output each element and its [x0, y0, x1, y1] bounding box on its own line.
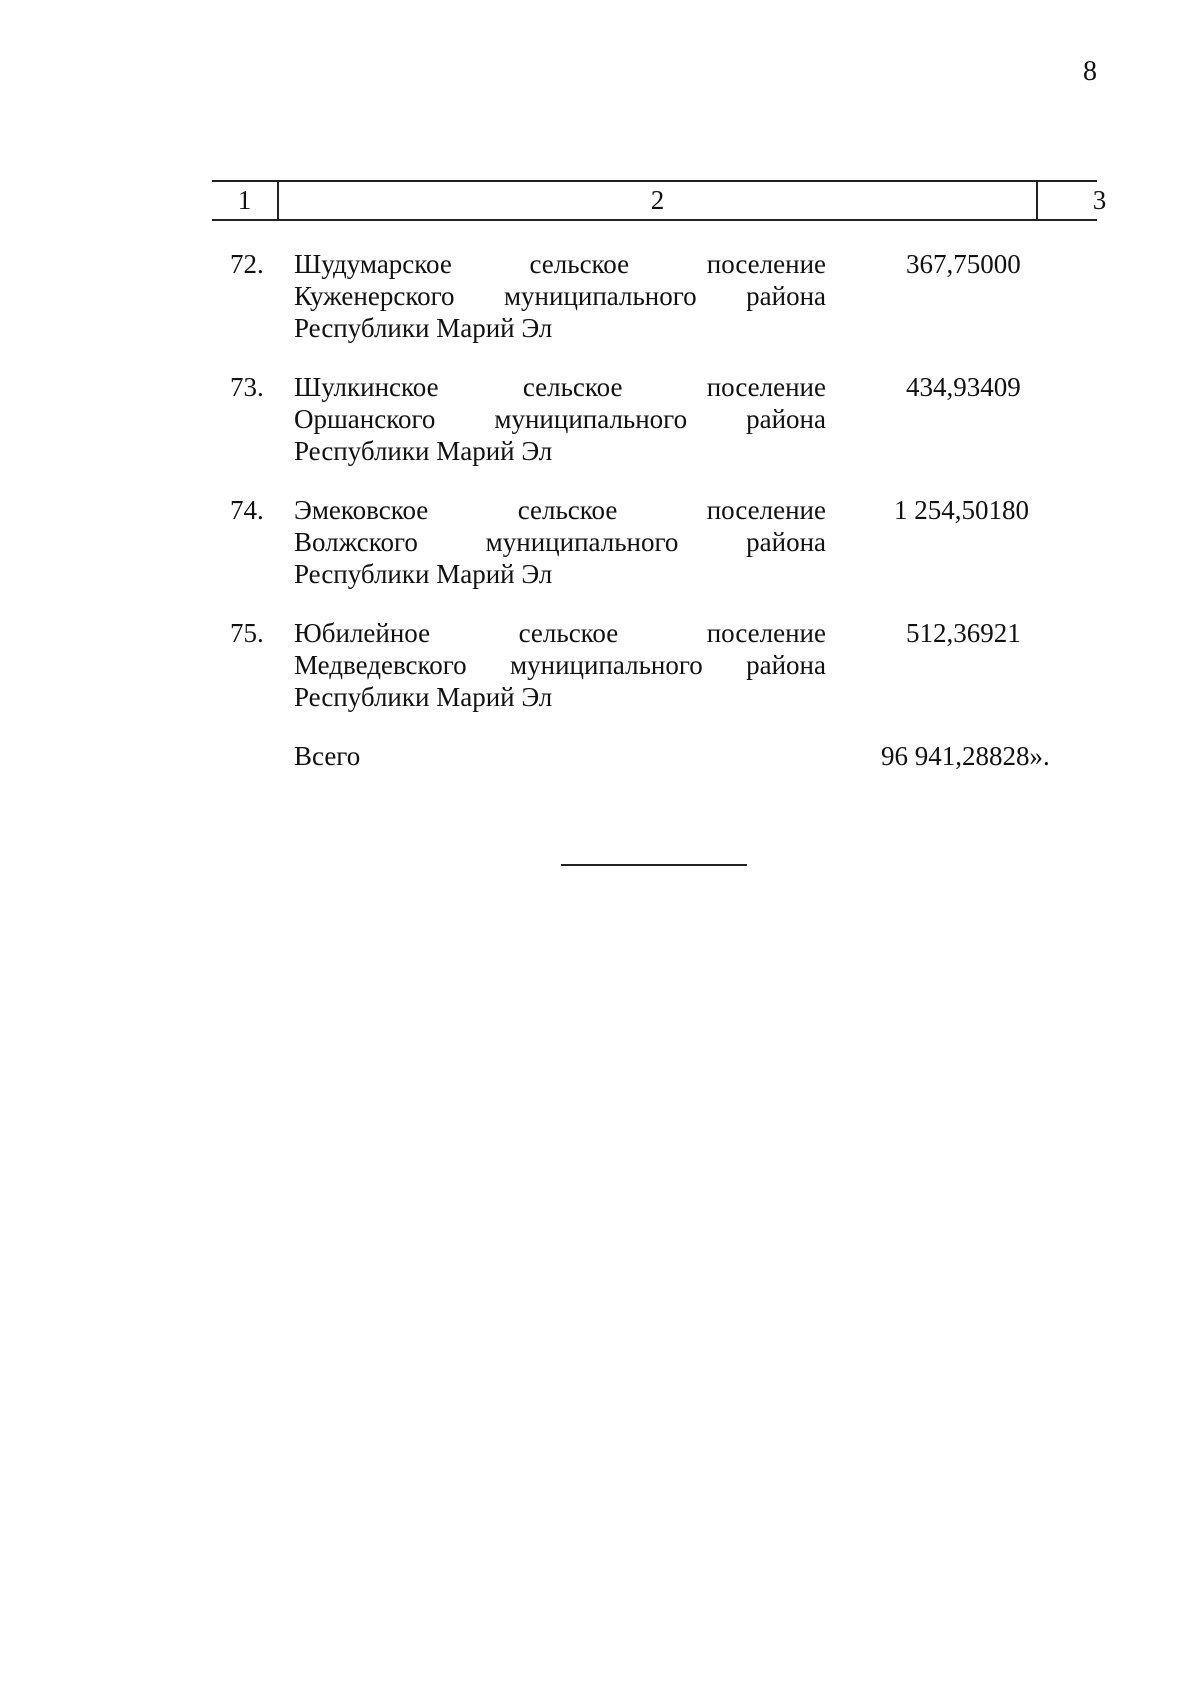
- table-row: [212, 248, 1097, 371]
- row-value: 1 254,50180: [894, 495, 1029, 525]
- description-line: Юбилейное сельское поселение: [294, 618, 826, 648]
- end-divider: [561, 864, 747, 866]
- header-cell-3: 3: [1092, 185, 1107, 215]
- row-description: [294, 617, 826, 713]
- description-line: Куженерского муниципального района: [294, 281, 826, 311]
- row-value: 434,93409: [906, 372, 1021, 402]
- row-description: [294, 248, 826, 344]
- description-line: Республики Марий Эл: [294, 682, 553, 712]
- description-line: Волжского муниципального района: [294, 527, 826, 557]
- row-number: 74.: [230, 495, 264, 525]
- row-value: 367,75000: [906, 249, 1021, 279]
- row-description: [294, 371, 826, 467]
- total-row: [212, 740, 1097, 774]
- description-line: Республики Марий Эл: [294, 559, 553, 589]
- page-number: 8: [1083, 56, 1097, 87]
- table-row: [212, 617, 1097, 740]
- description-line: Медведевского муниципального района: [294, 650, 826, 680]
- row-number: 73.: [230, 372, 264, 402]
- description-line: Республики Марий Эл: [294, 436, 553, 466]
- row-description: [294, 494, 826, 590]
- header-cell-1: 1: [212, 182, 279, 219]
- row-number: 75.: [230, 618, 264, 648]
- table-header: [212, 180, 1107, 221]
- row-value: 512,36921: [906, 618, 1021, 648]
- description-line: Республики Марий Эл: [294, 313, 553, 343]
- total-value: 96 941,28828».: [881, 741, 1050, 771]
- total-label: Всего: [294, 741, 361, 771]
- row-number: 72.: [230, 249, 264, 279]
- description-line: Шудумарское сельское поселение: [294, 249, 826, 279]
- description-line: Эмековское сельское поселение: [294, 495, 826, 525]
- table-body: [212, 248, 1097, 740]
- description-line: Шулкинское сельское поселение: [294, 372, 826, 402]
- table-row: [212, 371, 1097, 494]
- table-row: [212, 494, 1097, 617]
- header-cell-2: 2: [279, 182, 1038, 219]
- description-line: Оршанского муниципального района: [294, 404, 826, 434]
